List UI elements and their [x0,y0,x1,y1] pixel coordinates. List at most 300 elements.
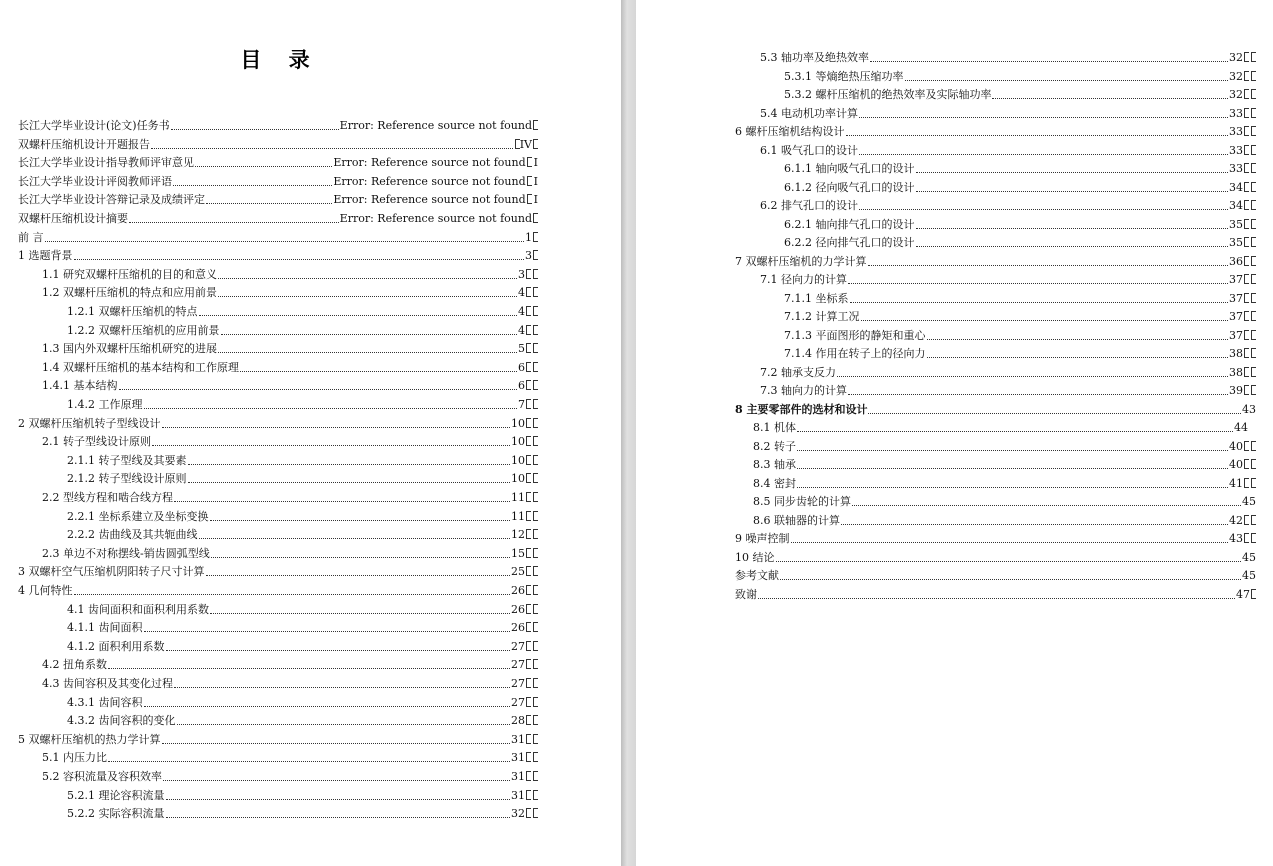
field-marker-icon [1251,330,1256,340]
field-marker-icon [526,734,531,744]
dot-leader [166,816,511,818]
toc-entry-title: 8.4 密封 [753,476,796,490]
field-marker-icon [526,287,531,297]
toc-entry[interactable] [760,139,1256,157]
toc-entry-page: 4 [518,323,525,337]
toc-entry-page: Error: Reference source not found [333,174,526,188]
toc-entry[interactable] [760,361,1256,379]
dot-leader [797,449,1228,451]
dot-leader [797,430,1233,432]
toc-entry-page: 37 [1229,310,1243,323]
dot-leader [163,779,510,781]
toc-entry-page: Error: Reference source not found [333,193,526,207]
field-marker-icon [1251,182,1256,192]
field-marker-icon [1251,274,1256,284]
toc-entry-title: 8.6 联轴器的计算 [753,513,840,527]
toc-entry[interactable] [760,46,1256,64]
dot-leader [841,523,1228,525]
toc-entry-title: 双螺杆压缩机设计摘要 [18,212,128,225]
toc-entry[interactable] [67,598,538,616]
toc-entry[interactable] [753,472,1256,490]
field-marker-icon [1244,367,1249,377]
toc-entry-page: 3 [525,249,532,263]
toc-entry-page: 31 [511,751,525,765]
dot-leader [199,314,518,316]
toc-entry-page: 32 [1229,88,1243,101]
field-marker-icon [533,734,538,744]
dot-leader [927,338,1229,340]
field-marker-icon [1244,89,1249,99]
dot-leader [776,560,1242,562]
field-marker-icon [526,752,531,762]
toc-entry-title: 5.3.2 螺杆压缩机的绝热效率及实际轴功率 [784,88,992,101]
field-marker-icon [533,418,538,428]
field-marker-icon [1251,237,1256,247]
dot-leader [108,760,510,762]
dot-leader [108,667,510,669]
toc-entry[interactable] [67,393,538,411]
field-marker-icon [526,622,531,632]
dot-leader [848,393,1228,395]
toc-entry[interactable] [42,542,538,560]
toc-entry-title: 4.2 扭角系数 [42,658,107,672]
toc-entry-page: 31 [511,788,525,802]
toc-entry-page: 37 [1229,328,1243,342]
toc-entry[interactable] [42,672,538,690]
dot-leader [758,597,1235,599]
toc-entry-page: 10 [511,453,525,467]
toc-entry[interactable] [42,486,538,504]
toc-entry-page: 47 [1236,587,1250,601]
toc-entry[interactable] [18,170,538,188]
dot-leader [837,375,1228,377]
toc-entry-page: 1 [525,230,532,244]
dot-leader [174,686,510,688]
field-marker-icon [1251,163,1256,173]
toc-entry[interactable] [67,319,538,337]
toc-entry-title: 5.2 容积流量及容积效率 [42,770,162,783]
field-marker-icon [1244,441,1249,451]
toc-entry-suffix: I [533,174,538,188]
toc-entry[interactable] [784,157,1256,175]
toc-entry[interactable] [760,379,1256,397]
toc-entry-page: 12 [511,528,525,542]
dot-leader [166,798,511,800]
toc-entry-suffix: I [533,193,538,207]
field-marker-icon [533,622,538,632]
toc-entry[interactable] [784,65,1256,83]
toc-entry-title: 4 几何特性 [18,584,73,597]
toc-entry[interactable] [784,176,1256,194]
field-marker-icon [533,250,538,260]
dot-leader [144,407,518,409]
dot-leader [905,79,1229,81]
field-marker-icon [533,362,538,372]
dot-leader [211,556,510,558]
toc-entry[interactable] [67,709,538,727]
dot-leader [152,444,510,446]
field-marker-icon [1251,348,1256,358]
toc-entry-title: 7.3 轴向力的计算 [760,384,847,397]
toc-entry-title: 1.4.1 基本结构 [42,379,118,393]
field-marker-icon [1244,52,1249,62]
toc-entry-page: 31 [511,770,525,783]
toc-entry-page: 35 [1229,217,1243,231]
toc-entry[interactable] [760,194,1256,212]
toc-entry-page: 4 [518,286,525,300]
toc-entry-title: 4.3.1 齿间容积 [67,695,143,709]
toc-entry[interactable] [753,453,1256,471]
toc-entry-title: 1 选题背景 [18,249,73,263]
toc-entry[interactable] [735,546,1256,564]
toc-entry[interactable] [18,560,538,578]
field-marker-icon [533,808,538,818]
dot-leader [210,612,510,614]
dot-leader [74,593,511,595]
dot-leader [199,537,511,539]
dot-leader [218,295,517,297]
dot-leader [916,227,1229,229]
toc-entry-title: 5.3.1 等熵绝热压缩功率 [784,69,904,83]
field-marker-icon [1244,533,1249,543]
toc-entry[interactable] [42,263,538,281]
field-marker-icon [533,697,538,707]
field-marker-icon [1244,182,1249,192]
field-marker-icon [1244,163,1249,173]
toc-entry[interactable] [67,802,538,820]
field-marker-icon [1244,219,1249,229]
document-page-left [0,0,621,866]
dot-leader [74,258,525,260]
field-marker-icon [1244,348,1249,358]
toc-entry-title: 6.1.1 轴向吸气孔口的设计 [784,162,915,175]
toc-entry-title: 2.2.2 齿曲线及其共轭曲线 [67,528,198,542]
field-marker-icon [526,492,531,502]
field-marker-icon [1251,219,1256,229]
toc-entry-title: 1.3 国内外双螺杆压缩机研究的进展 [42,342,217,356]
toc-entry[interactable] [18,207,538,225]
toc-entry-page: 32 [1229,69,1243,83]
toc-entry[interactable] [784,83,1256,101]
toc-entry-title: 5 双螺杆压缩机的热力学计算 [18,732,161,746]
toc-entry-title: 7.2 轴承支反力 [760,365,836,379]
dot-leader [210,519,511,521]
toc-entry[interactable] [784,324,1256,342]
toc-entry-page: 35 [1229,236,1243,249]
field-marker-icon [1251,200,1256,210]
toc-entry[interactable] [735,583,1256,601]
toc-entry-page: 31 [511,732,525,746]
toc-entry-title: 5.3 轴功率及绝热效率 [760,51,869,64]
dot-leader [177,723,511,725]
dot-leader [188,481,511,483]
toc-entry[interactable] [67,467,538,485]
toc-entry-page: 38 [1229,347,1243,360]
dot-leader [195,165,332,167]
field-marker-icon [526,585,531,595]
toc-entry-suffix: I [533,156,538,170]
dot-leader [144,630,511,632]
dot-leader [868,412,1241,414]
toc-entry[interactable] [18,188,538,206]
toc-entry-page: 33 [1229,106,1243,120]
dot-leader [171,128,339,130]
toc-entry[interactable] [67,784,538,802]
toc-entry-page: 6 [518,360,525,374]
dot-leader [848,282,1228,284]
toc-entry[interactable] [18,151,538,169]
field-marker-icon [533,585,538,595]
toc-entry[interactable] [784,213,1256,231]
toc-entry[interactable] [42,746,538,764]
dot-leader [206,574,511,576]
toc-entry-page: 10 [511,416,525,430]
field-marker-icon [1251,459,1256,469]
toc-entry-page: 37 [1229,291,1243,305]
toc-entry-title: 8.3 轴承 [753,458,796,471]
toc-entry[interactable] [67,616,538,634]
toc-entry-title: 8.2 转子 [753,439,796,453]
toc-entry[interactable] [67,523,538,541]
toc-entry[interactable] [67,505,538,523]
toc-entry-page: 4 [518,305,525,318]
toc-entry[interactable] [42,337,538,355]
field-marker-icon [1244,515,1249,525]
dot-leader [129,221,339,223]
toc-entry-page: 25 [511,565,525,579]
toc-entry-page: 28 [511,714,525,728]
toc-entry-page: 27 [511,677,525,690]
dot-leader [173,184,332,186]
field-marker-icon [533,641,538,651]
toc-entry-title: 4.1 齿间面积和面积利用系数 [67,602,209,616]
toc-entry[interactable] [735,398,1256,416]
toc-entry-page: 45 [1242,550,1256,564]
toc-entry[interactable] [784,231,1256,249]
field-marker-icon [526,678,531,688]
field-marker-icon [1251,367,1256,377]
dot-leader [166,649,511,651]
toc-entry-title: 1.2 双螺杆压缩机的特点和应用前景 [42,286,217,300]
toc-entry-page: 26 [511,621,525,635]
toc-entry-title: 1.1 研究双螺杆压缩机的目的和意义 [42,267,217,281]
field-marker-icon [533,566,538,576]
field-marker-icon [526,362,531,372]
field-marker-icon [1251,89,1256,99]
toc-entry-title: 6.1 吸气孔口的设计 [760,143,858,157]
toc-entry[interactable] [735,120,1256,138]
dot-leader [852,504,1241,506]
toc-entry-title: 2.1 转子型线设计原则 [42,435,151,449]
toc-entry-title: 9 噪声控制 [735,532,790,545]
toc-entry[interactable] [67,449,538,467]
toc-entry-page: 36 [1229,254,1243,268]
dot-leader [916,190,1229,192]
toc-entry-title: 双螺杆压缩机设计开题报告 [18,137,150,151]
toc-entry[interactable] [42,281,538,299]
toc-entry-title: 7.1.1 坐标系 [784,291,849,305]
field-marker-icon [1244,293,1249,303]
toc-entry[interactable] [735,564,1256,582]
toc-entry-page: Error: Reference source not found [339,119,532,132]
toc-entry-title: 7.1 径向力的计算 [760,273,847,286]
toc-entry-page: 26 [511,584,525,597]
toc-entry-page: 26 [511,602,525,616]
document-page-right [636,0,1273,866]
toc-entry-title: 5.4 电动机功率计算 [760,106,858,120]
dot-leader [846,134,1229,136]
toc-entry[interactable] [42,374,538,392]
field-marker-icon [1251,478,1256,488]
toc-entry[interactable] [42,430,538,448]
field-marker-icon [526,399,531,409]
toc-entry[interactable] [735,527,1256,545]
field-marker-icon [533,287,538,297]
dot-leader [859,153,1228,155]
toc-entry[interactable] [753,416,1248,434]
toc-entry[interactable] [42,765,538,783]
toc-entry-page: Error: Reference source not found [339,212,532,225]
toc-entry[interactable] [18,579,538,597]
field-marker-icon [1244,145,1249,155]
toc-entry-title: 8 主要零部件的选材和设计 [735,402,868,416]
toc-entry-title: 7.1.4 作用在转子上的径向力 [784,347,926,360]
field-marker-icon [533,771,538,781]
toc-entry-page: 43 [1242,402,1256,416]
field-marker-icon [533,380,538,390]
field-marker-icon [1251,256,1256,266]
field-marker-icon [1251,145,1256,155]
dot-leader [151,147,513,149]
toc-entry-title: 7.1.2 计算工况 [784,310,860,323]
toc-entry[interactable] [760,268,1256,286]
toc-entry-title: 参考文献 [735,569,779,582]
field-marker-icon [533,436,538,446]
toc-entry-title: 6 螺杆压缩机结构设计 [735,125,845,138]
toc-entry[interactable] [18,412,538,430]
toc-entry-page: 7 [518,398,525,411]
field-marker-icon [527,157,532,167]
toc-entry-title: 长江大学毕业设计答辩记录及成绩评定 [18,193,205,207]
toc-entry-title: 5.1 内压力比 [42,751,107,765]
toc-entry[interactable] [67,691,538,709]
toc-entry-title: 2.3 单边不对称摆线-销齿圆弧型线 [42,546,210,560]
toc-entry[interactable] [67,300,538,318]
field-marker-icon [526,455,531,465]
dot-leader [174,500,510,502]
field-marker-icon [533,399,538,409]
toc-entry-page: 27 [511,695,525,709]
field-marker-icon [533,120,538,130]
toc-entry[interactable] [784,287,1256,305]
toc-entry-page: 27 [511,639,525,653]
toc-entry-title: 7.1.3 平面图形的静矩和重心 [784,328,926,342]
toc-entry[interactable] [784,342,1256,360]
field-marker-icon [1244,126,1249,136]
toc-entry-page: 33 [1229,162,1243,175]
field-marker-icon [526,436,531,446]
dot-leader [797,486,1228,488]
dot-leader [850,301,1229,303]
toc-entry-title: 6.2.2 径向排气孔口的设计 [784,236,915,249]
field-marker-icon [533,139,538,149]
toc-entry-title: 2.2.1 坐标系建立及坐标变换 [67,509,209,523]
toc-entry[interactable] [784,305,1256,323]
toc-entry[interactable] [67,635,538,653]
dot-leader [206,202,332,204]
field-marker-icon [526,306,531,316]
field-marker-icon [526,529,531,539]
dot-leader [45,240,525,242]
field-marker-icon [526,641,531,651]
field-marker-icon [1251,385,1256,395]
toc-entry[interactable] [18,244,538,262]
toc-entry-title: 2.1.1 转子型线及其要素 [67,453,187,467]
dot-leader [868,264,1229,266]
field-marker-icon [533,548,538,558]
toc-entry[interactable] [42,356,538,374]
toc-entry-title: 3 双螺杆空气压缩机阴阳转子尺寸计算 [18,565,205,579]
toc-entry-title: 6.2 排气孔口的设计 [760,199,858,212]
dot-leader [870,60,1228,62]
toc-entry[interactable] [18,728,538,746]
field-marker-icon [526,566,531,576]
dot-leader [797,467,1228,469]
dot-leader [162,742,511,744]
field-marker-icon [1251,126,1256,136]
field-marker-icon [1244,274,1249,284]
toc-entry-page: 11 [511,491,525,504]
field-marker-icon [1244,71,1249,81]
dot-leader [188,463,511,465]
toc-entry-title: 1.4.2 工作原理 [67,398,143,411]
toc-entry-title: 5.2.1 理论容积流量 [67,788,165,802]
toc-entry-title: 10 结论 [735,550,775,564]
toc-entry[interactable] [42,653,538,671]
field-marker-icon [1251,108,1256,118]
field-marker-icon [1244,108,1249,118]
toc-entry[interactable] [18,226,538,244]
dot-leader [221,333,518,335]
toc-entry[interactable] [753,490,1256,508]
toc-entry-title: 4.3.2 齿间容积的变化 [67,714,176,728]
toc-entry-page: 6 [518,379,525,393]
field-marker-icon [1251,515,1256,525]
field-marker-icon [1251,71,1256,81]
toc-entry-title: 6.1.2 径向吸气孔口的设计 [784,180,915,194]
toc-entry[interactable] [753,435,1256,453]
toc-entry-page: 32 [511,807,525,821]
dot-leader [144,705,511,707]
toc-entry-page: 34 [1229,180,1243,194]
field-marker-icon [533,213,538,223]
field-marker-icon [526,418,531,428]
toc-entry[interactable] [753,509,1256,527]
dot-leader [859,208,1228,210]
toc-entry[interactable] [18,133,538,151]
field-marker-icon [1251,311,1256,321]
field-marker-icon [533,529,538,539]
toc-entry-title: 4.3 齿间容积及其变化过程 [42,677,173,690]
toc-entry-title: 长江大学毕业设计指导教师评审意见 [18,156,194,170]
toc-entry[interactable] [735,250,1256,268]
toc-title: 目 录 [240,47,320,72]
toc-entry[interactable] [18,114,538,132]
toc-entry[interactable] [760,102,1256,120]
field-marker-icon [527,194,532,204]
field-marker-icon [1244,311,1249,321]
field-marker-icon [533,343,538,353]
